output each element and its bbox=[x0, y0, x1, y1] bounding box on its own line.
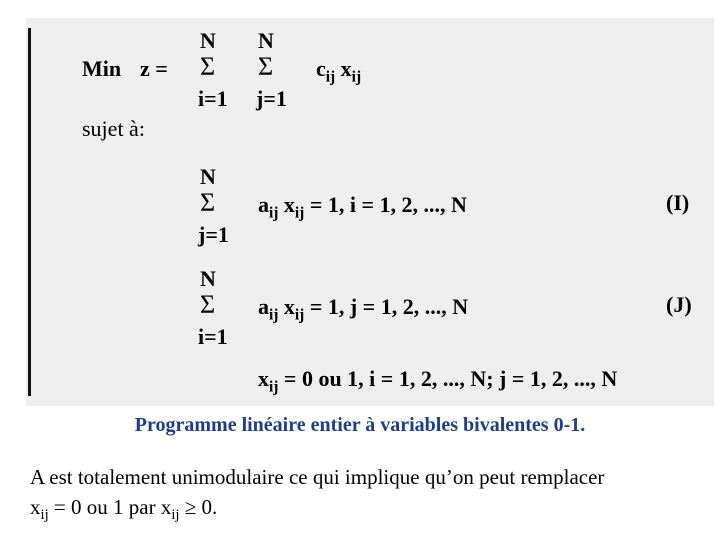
constraint-j-sum-lower: i=1 bbox=[198, 324, 228, 349]
binary-var: x bbox=[258, 366, 269, 391]
sum1-upper: N bbox=[200, 28, 216, 53]
constraint-i-tag: (I) bbox=[666, 190, 690, 215]
min-label: Min bbox=[82, 56, 122, 81]
constraint-j-var: x bbox=[283, 294, 295, 319]
formulation-image bbox=[26, 18, 714, 406]
sum1-lower: i=1 bbox=[198, 86, 228, 111]
note-x2: x bbox=[160, 495, 172, 519]
objective-var-sub: ij bbox=[351, 68, 362, 86]
objective-coef: c bbox=[316, 56, 326, 81]
note-middle: = 0 ou 1 par bbox=[48, 495, 161, 519]
constraint-i-sum-symbol: Σ bbox=[200, 188, 216, 217]
constraint-i-coef: a bbox=[258, 192, 269, 217]
sum2-symbol: Σ bbox=[258, 52, 274, 81]
constraint-j-expression bbox=[258, 294, 469, 324]
constraint-j-sum-symbol: Σ bbox=[200, 290, 216, 319]
constraint-j-coef: a bbox=[258, 294, 269, 319]
constraint-i-rest: = 1, i = 1, 2, ..., N bbox=[309, 192, 467, 217]
note-line-2 bbox=[30, 492, 710, 522]
objective-var: x bbox=[340, 56, 352, 81]
subject-to-label: sujet à: bbox=[82, 116, 145, 141]
constraint-j-sum-upper: N bbox=[200, 266, 216, 291]
constraint-i-sum-upper: N bbox=[200, 164, 216, 189]
constraint-i-var: x bbox=[283, 192, 295, 217]
constraint-i-sum-lower: j=1 bbox=[198, 222, 229, 247]
note-end: ≥ 0. bbox=[179, 495, 218, 519]
constraint-j-rest: = 1, j = 1, 2, ..., N bbox=[309, 294, 469, 319]
constraint-j-var-sub: ij bbox=[294, 306, 305, 324]
constraint-j-coef-sub: ij bbox=[269, 306, 279, 324]
sum1-symbol: Σ bbox=[200, 52, 216, 81]
sum2-upper: N bbox=[258, 28, 274, 53]
note-line-1: A est totalement unimodulaire ce qui implique qu’on peut remplacer bbox=[30, 465, 605, 489]
note-x1: x bbox=[30, 495, 41, 519]
sum2-lower: j=1 bbox=[256, 86, 287, 111]
note-x1-sub: ij bbox=[40, 507, 49, 524]
unimodular-note bbox=[30, 462, 710, 522]
constraint-i-expression bbox=[258, 192, 467, 222]
z-label: z = bbox=[140, 56, 168, 81]
binary-var-sub: ij bbox=[269, 378, 279, 396]
left-bracket-line bbox=[28, 28, 31, 396]
constraint-i-coef-sub: ij bbox=[269, 204, 279, 222]
caption: Programme linéaire entier à variables bivalentes 0-1. bbox=[134, 414, 586, 436]
constraint-j-tag: (J) bbox=[666, 292, 692, 317]
constraint-i-var-sub: ij bbox=[294, 204, 305, 222]
binary-rest: = 0 ou 1, i = 1, 2, ..., N; j = 1, 2, ..., N bbox=[283, 366, 618, 391]
binary-constraint bbox=[258, 366, 618, 396]
objective-term bbox=[316, 56, 362, 86]
objective-coef-sub: ij bbox=[325, 68, 336, 86]
note-x2-sub: ij bbox=[171, 507, 180, 524]
